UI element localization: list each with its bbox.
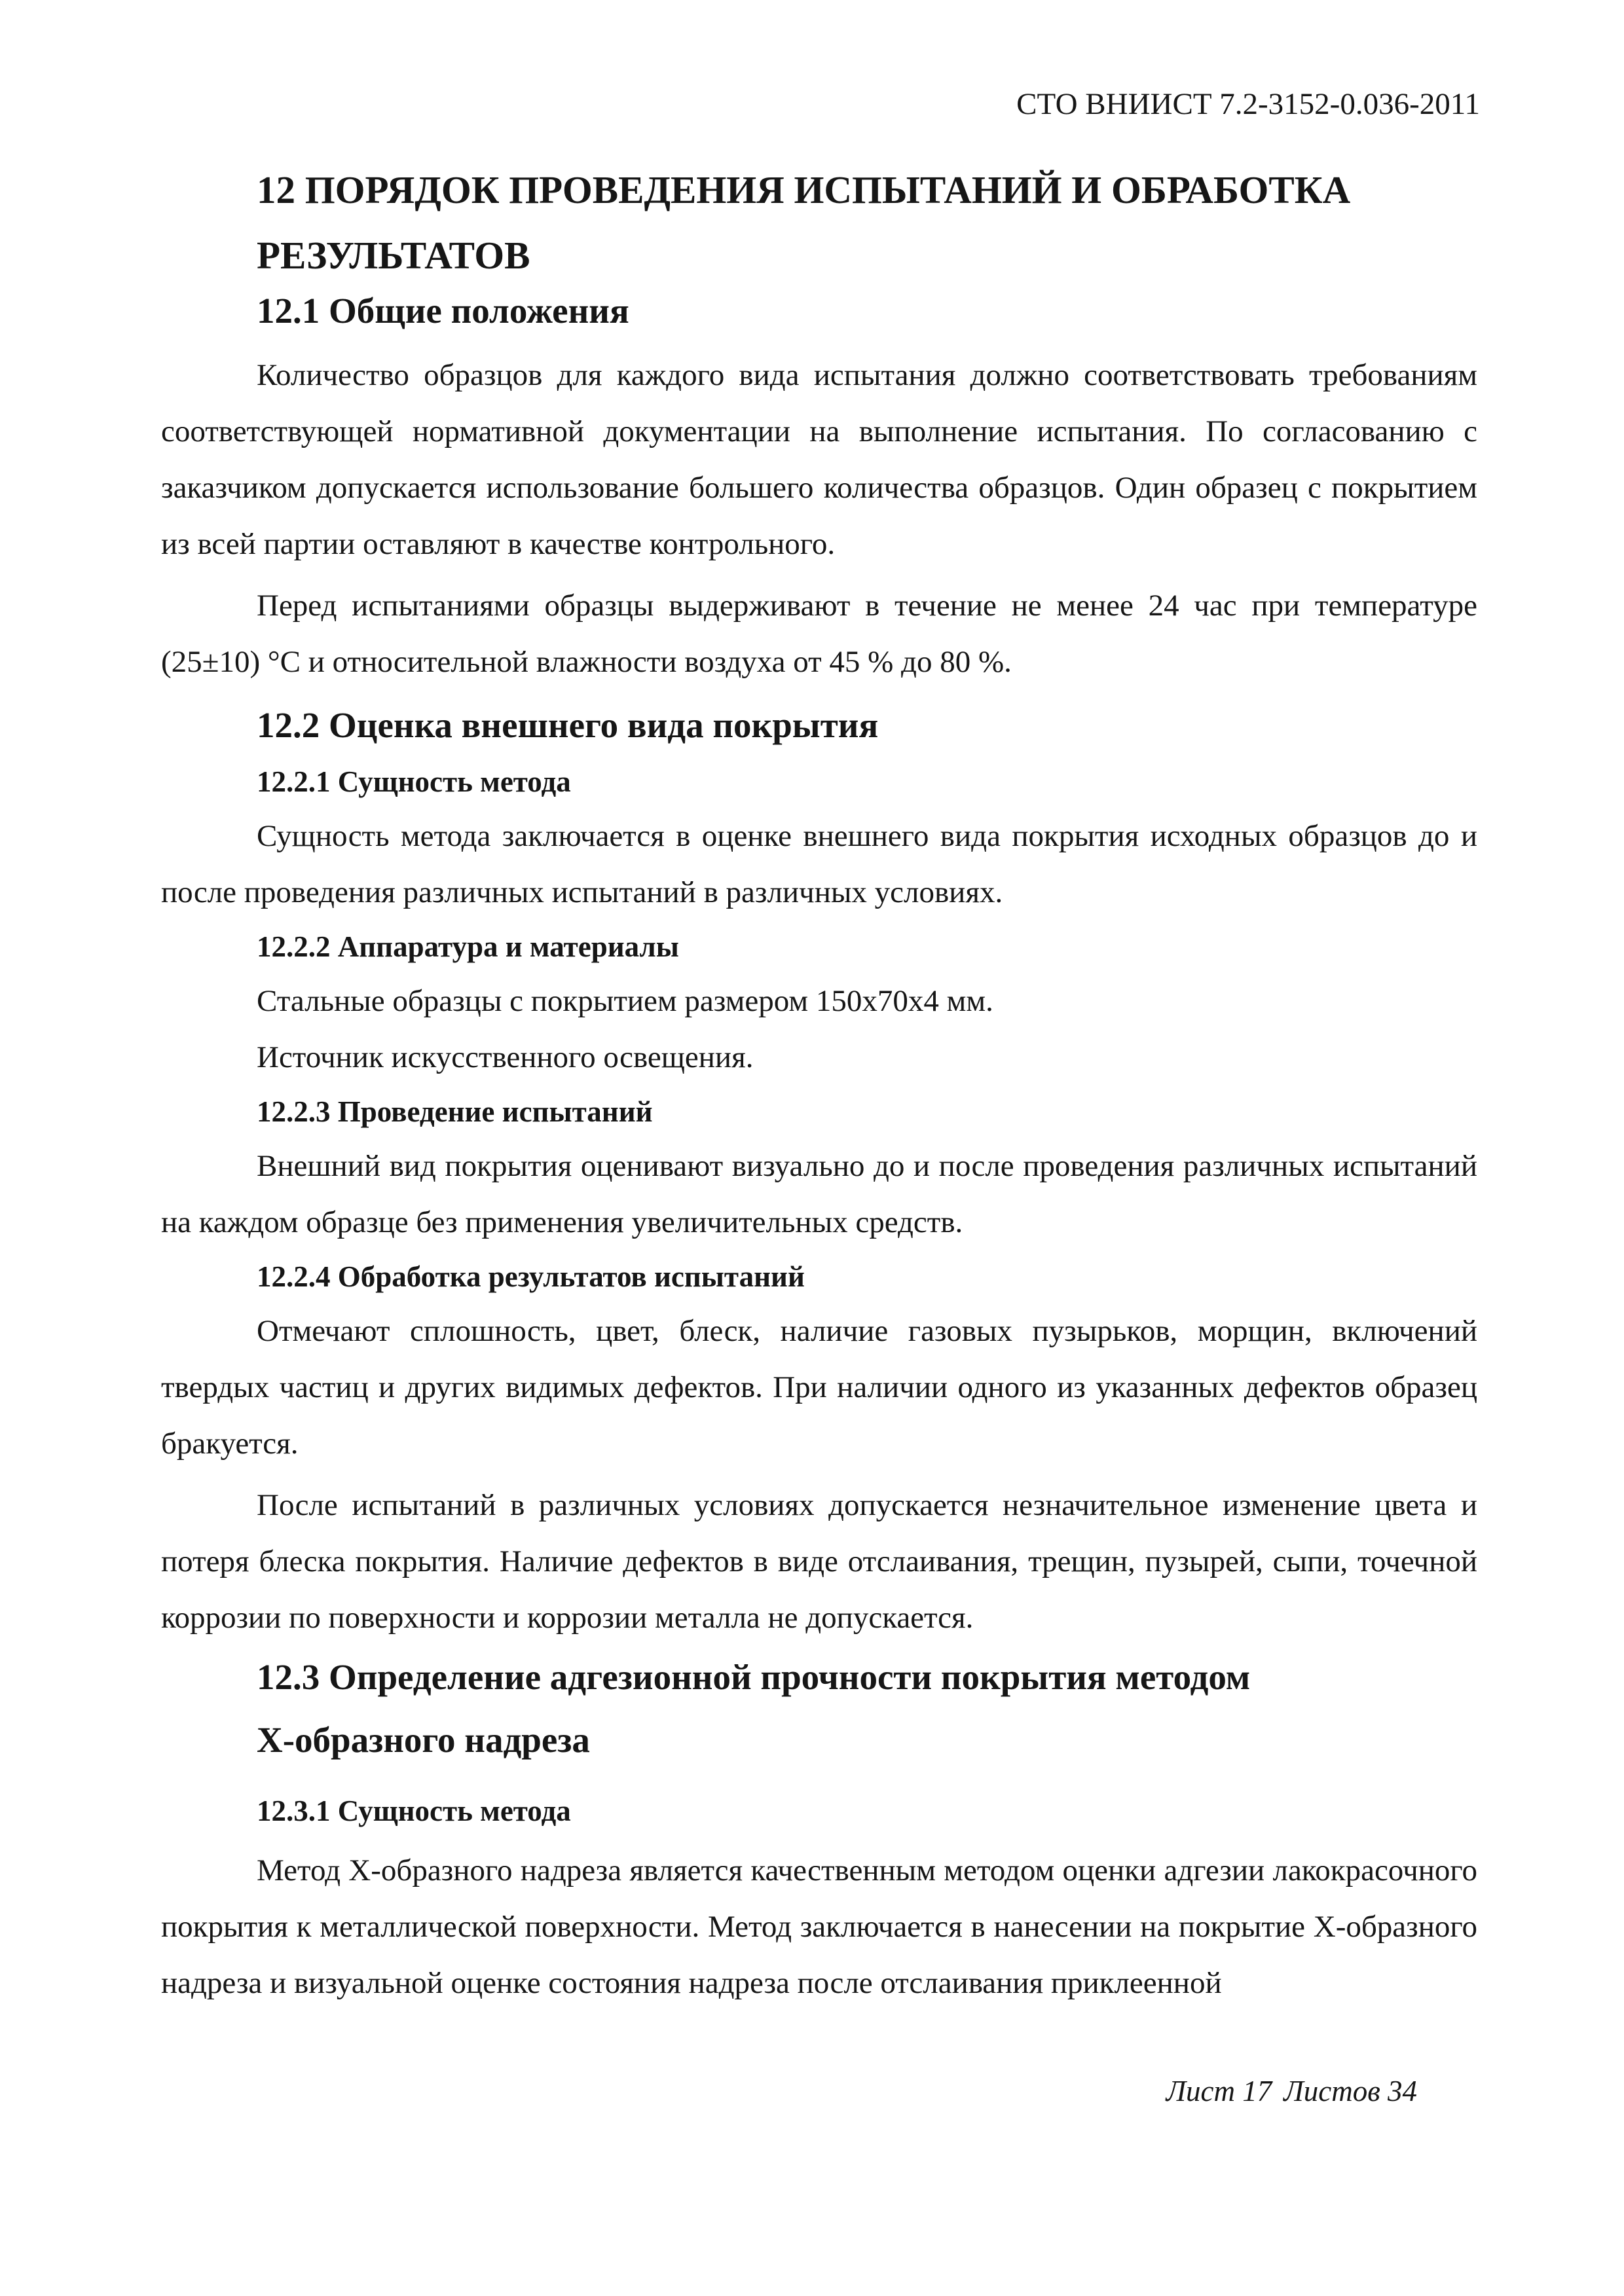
subsection-title: 12.3.1 Сущность метода: [257, 1795, 571, 1827]
paragraph: Метод Х-образного надреза является качественным методом оценки адгезии лакокрасочного покрытия к металлической поверхности. Метод заключается в нанесении на покрытие Х-образного надреза и визуальной оценке состояния надреза после отслаивания приклеенной: [161, 1853, 1477, 2000]
paragraph: Внешний вид покрытия оценивают визуально до и после проведения различных испытаний на каждом образце без применения увеличительных средств.: [161, 1149, 1477, 1239]
subsection-title: 12.2.4 Обработка результатов испытаний: [257, 1260, 805, 1293]
section-12-3-title: [161, 1646, 1477, 1772]
paragraph: Сущность метода заключается в оценке внешнего вида покрытия исходных образцов до и после проведения различных испытаний в различных условиях.: [161, 819, 1477, 909]
section-12-title-line2: РЕЗУЛЬТАТОВ: [257, 234, 530, 277]
page-footer: [1154, 2074, 1417, 2108]
paragraph: Перед испытаниями образцы выдерживают в течение не менее 24 час при температуре (25±10) °С и относительной влажности воздуха от 45 % до 80 %.: [161, 589, 1477, 679]
document-body: [161, 157, 1477, 2011]
sheet-number: Лист 17: [1166, 2075, 1272, 2107]
paragraph: Количество образцов для каждого вида испытания должно соответствовать требованиям соответствующей нормативной документации на выполнение испытания. По согласованию с заказчиком допускается использование большего количества образцов. Один образец с покрытием из всей партии оставляют в качестве контрольного.: [161, 358, 1477, 561]
section-12-2-title: 12.2 Оценка внешнего вида покрытия: [257, 705, 879, 745]
section-12-3-title-line1: 12.3 Определение адгезионной прочности покрытия методом: [257, 1657, 1251, 1697]
subsection-title: 12.2.3 Проведение испытаний: [257, 1095, 653, 1128]
subsection-title: 12.2.1 Сущность метода: [257, 765, 571, 798]
subsection-title: 12.2.2 Аппаратура и материалы: [257, 930, 679, 963]
sheets-total: Листов 34: [1283, 2075, 1417, 2107]
paragraph: Стальные образцы с покрытием размером 150х70х4 мм.: [257, 984, 993, 1018]
section-12-title-line1: 12 ПОРЯДОК ПРОВЕДЕНИЯ ИСПЫТАНИЙ И ОБРАБОТКА: [257, 168, 1351, 211]
section-12-1-title: 12.1 Общие положения: [257, 291, 629, 331]
paragraph: Отмечают сплошность, цвет, блеск, наличие газовых пузырьков, морщин, включений твердых частиц и других видимых дефектов. При наличии одного из указанных дефектов образец бракуется.: [161, 1314, 1477, 1461]
document-code: СТО ВНИИСТ 7.2-3152-0.036-2011: [1016, 87, 1480, 121]
paragraph: Источник искусственного освещения.: [257, 1040, 754, 1074]
section-12-3-title-line2: Х-образного надреза: [257, 1720, 590, 1760]
paragraph: После испытаний в различных условиях допускается незначительное изменение цвета и потеря блеска покрытия. Наличие дефектов в виде отслаивания, трещин, пузырей, сыпи, точечной коррозии по поверхности и коррозии металла не допускается.: [161, 1488, 1477, 1635]
section-12-title: [161, 157, 1477, 288]
